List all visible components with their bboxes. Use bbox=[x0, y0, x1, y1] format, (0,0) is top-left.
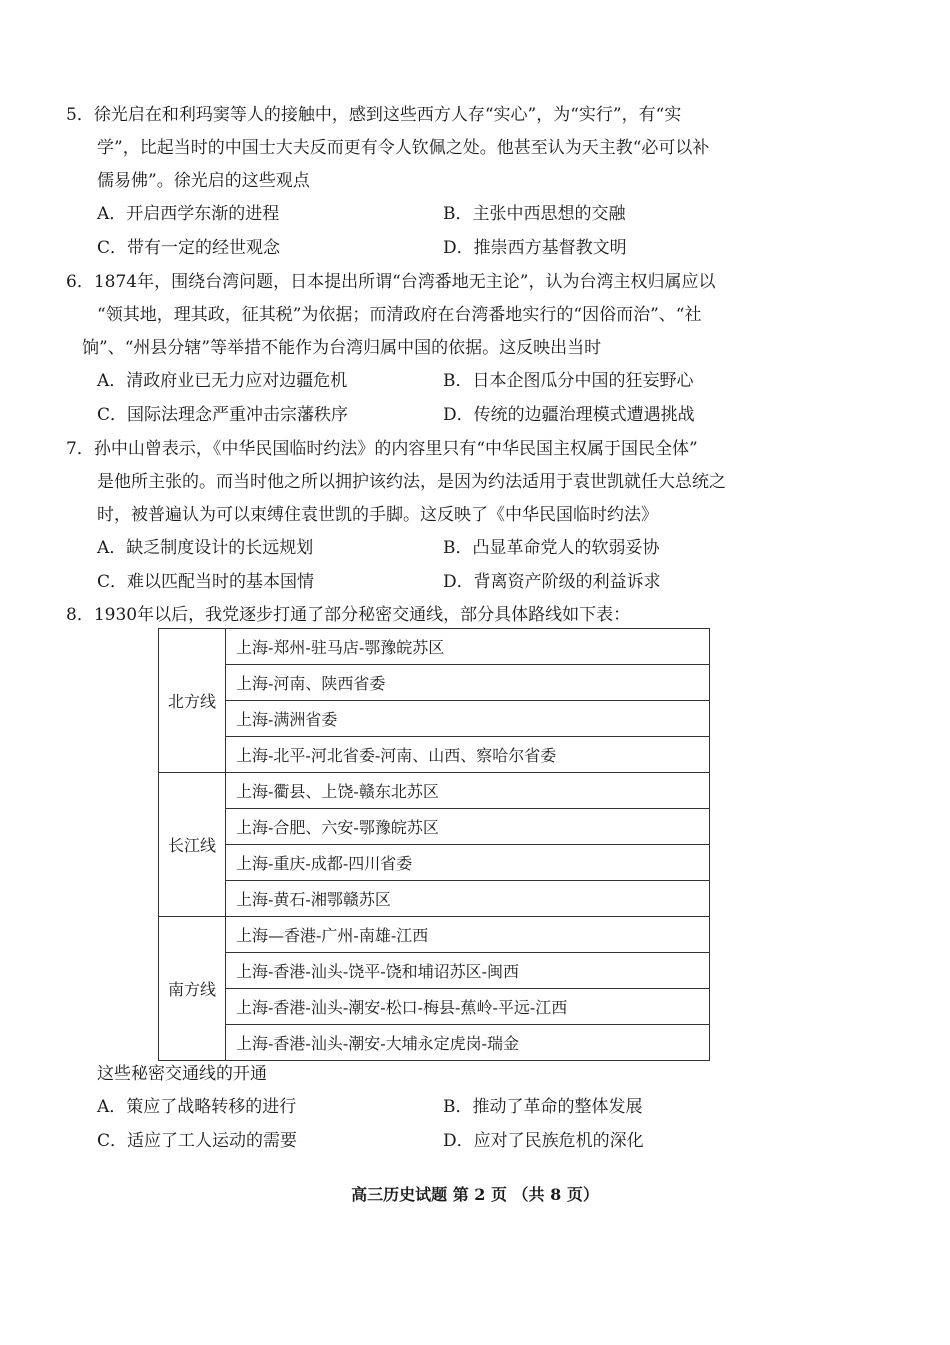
q6-stem-line-3: 饷”、“州县分辖”等举措不能作为台湾归属中国的依据。这反映出当时 bbox=[82, 338, 602, 358]
route-cell: 上海-重庆-成都-四川省委 bbox=[226, 845, 710, 881]
page-footer: 高三历史试题 第 2 页 （共 8 页） bbox=[351, 1185, 599, 1204]
q5-option-d: D．推崇西方基督教文明 bbox=[443, 238, 627, 258]
q7-stem-line-1: 7．孙中山曾表示，《中华民国临时约法》的内容里只有“中华民国主权属于国民全体” bbox=[66, 439, 698, 459]
q5-stem-line-3: 儒易佛”。徐光启的这些观点 bbox=[97, 171, 310, 191]
route-cell: 上海-香港-汕头-饶平-饶和埔诏苏区-闽西 bbox=[226, 953, 710, 989]
route-cell: 上海-香港-汕头-潮安-松口-梅县-蕉岭-平远-江西 bbox=[226, 989, 710, 1025]
q5-option-c: C．带有一定的经世观念 bbox=[97, 238, 281, 258]
q6-stem-line-2: “领其地，理其政，征其税”为依据；而清政府在台湾番地实行的“因俗而治”、“社 bbox=[97, 305, 702, 325]
q5-stem-line-2: 学”，比起当时的中国士大夫反而更有令人钦佩之处。他甚至认为天主教“必可以补 bbox=[97, 138, 710, 158]
q8-option-a: A．策应了战略转移的进行 bbox=[97, 1097, 297, 1117]
q7-option-a: A．缺乏制度设计的长远规划 bbox=[97, 538, 314, 558]
q6-stem-line-1: 6．1874年，围绕台湾问题，日本提出所谓“台湾番地无主论”，认为台湾主权归属应以 bbox=[66, 272, 716, 292]
route-cell: 上海-香港-汕头-潮安-大埔永定虎岗-瑞金 bbox=[226, 1025, 710, 1061]
q7-option-b: B．凸显革命党人的软弱妥协 bbox=[443, 538, 660, 558]
table-row bbox=[159, 989, 710, 1025]
group-north: 北方线 bbox=[159, 629, 226, 773]
route-cell: 上海-衢县、上饶-赣东北苏区 bbox=[226, 773, 710, 809]
q6-option-d: D．传统的边疆治理模式遭遇挑战 bbox=[443, 405, 695, 425]
group-yangtze: 长江线 bbox=[159, 773, 226, 917]
q7-option-d: D．背离资产阶级的利益诉求 bbox=[443, 572, 661, 592]
q8-option-b: B．推动了革命的整体发展 bbox=[443, 1097, 643, 1117]
table-row bbox=[159, 665, 710, 701]
q6-option-c: C．国际法理念严重冲击宗藩秩序 bbox=[97, 405, 349, 425]
q7-option-c: C．难以匹配当时的基本国情 bbox=[97, 572, 315, 592]
q5-option-b: B．主张中西思想的交融 bbox=[443, 204, 626, 224]
q5-option-a: A．开启西学东渐的进程 bbox=[97, 204, 280, 224]
table-row bbox=[159, 953, 710, 989]
q7-stem-line-3: 时，被普遍认为可以束缚住袁世凯的手脚。这反映了《中华民国临时约法》 bbox=[97, 505, 658, 525]
q6-option-a: A．清政府业已无力应对边疆危机 bbox=[97, 371, 348, 391]
table-row bbox=[159, 737, 710, 773]
group-south: 南方线 bbox=[159, 917, 226, 1061]
route-cell: 上海-郑州-驻马店-鄂豫皖苏区 bbox=[226, 629, 710, 665]
route-cell: 上海-河南、陕西省委 bbox=[226, 665, 710, 701]
q6-option-b: B．日本企图瓜分中国的狂妄野心 bbox=[443, 371, 694, 391]
q8-stem-after-table: 这些秘密交通线的开通 bbox=[97, 1064, 267, 1084]
q8-stem-line-1: 8．1930年以后，我党逐步打通了部分秘密交通线，部分具体路线如下表： bbox=[66, 605, 631, 625]
route-cell: 上海-北平-河北省委-河南、山西、察哈尔省委 bbox=[226, 737, 710, 773]
route-cell: 上海—香港-广州-南雄-江西 bbox=[226, 917, 710, 953]
route-cell: 上海-合肥、六安-鄂豫皖苏区 bbox=[226, 809, 710, 845]
q5-stem-line-1: 5．徐光启在和利玛窦等人的接触中，感到这些西方人存“实心”，为“实行”，有“实 bbox=[66, 105, 682, 125]
table-row bbox=[159, 917, 710, 953]
table-row bbox=[159, 845, 710, 881]
table-row bbox=[159, 1025, 710, 1061]
route-table bbox=[158, 628, 710, 1061]
route-cell: 上海-满洲省委 bbox=[226, 701, 710, 737]
table-row bbox=[159, 773, 710, 809]
table-row bbox=[159, 629, 710, 665]
table-row bbox=[159, 881, 710, 917]
table-row bbox=[159, 809, 710, 845]
table-row bbox=[159, 701, 710, 737]
q8-option-d: D．应对了民族危机的深化 bbox=[443, 1131, 644, 1151]
q8-option-c: C．适应了工人运动的需要 bbox=[97, 1131, 298, 1151]
q7-stem-line-2: 是他所主张的。而当时他之所以拥护该约法，是因为约法适用于袁世凯就任大总统之 bbox=[97, 472, 726, 492]
route-cell: 上海-黄石-湘鄂赣苏区 bbox=[226, 881, 710, 917]
